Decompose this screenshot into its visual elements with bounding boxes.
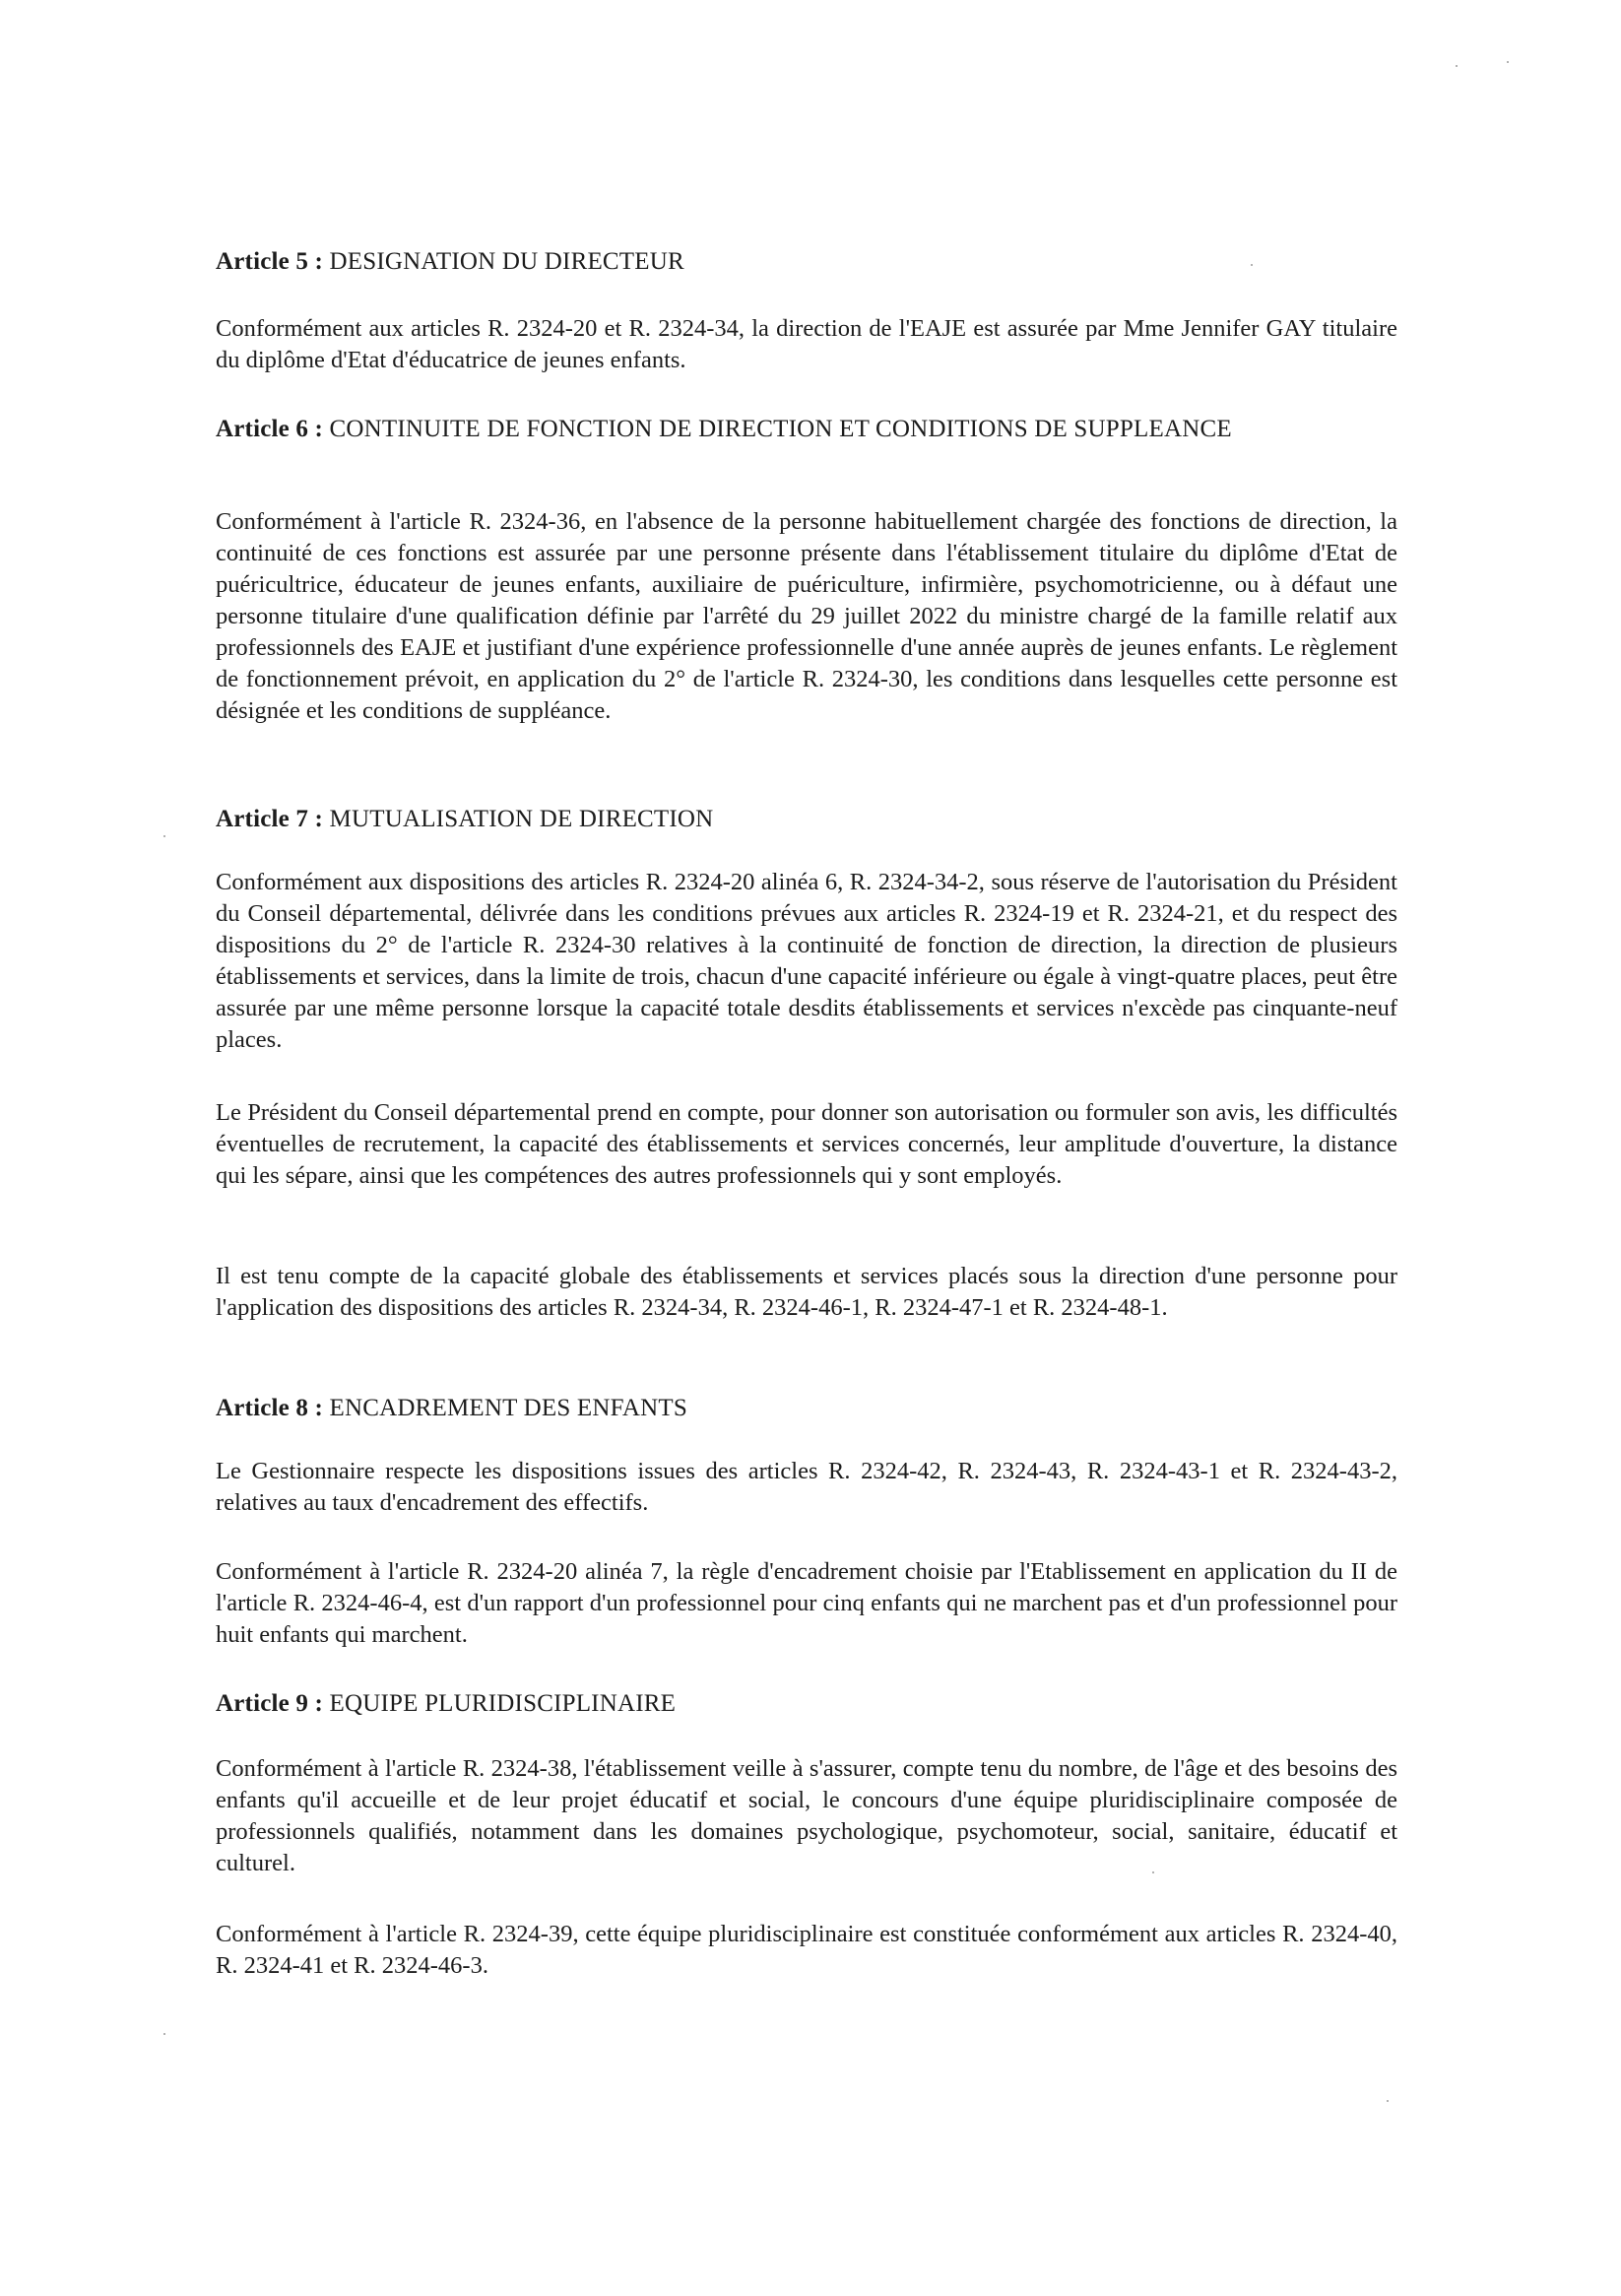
article-heading [216, 414, 1240, 444]
article-5 [216, 246, 1397, 277]
article-8 [216, 1393, 1397, 1423]
document-page [216, 0, 1397, 2296]
article-9 [216, 1688, 1397, 1719]
scan-speck [1152, 1871, 1154, 1873]
article-title: MUTUALISATION DE DIRECTION [329, 806, 714, 832]
article-paragraph: Le Gestionnaire respecte les dispositions issues des articles R. 2324-42, R. 2324-43, R. 2324-43-1 et R. 2324-43-2, relatives au taux d'encadrement des effectifs. [216, 1458, 1397, 1516]
article-heading [216, 1688, 1397, 1719]
article-number: Article 9 : [216, 1690, 324, 1717]
scan-speck [1251, 264, 1253, 266]
scan-speck [1507, 61, 1509, 63]
article-heading [216, 804, 1397, 834]
article-title: EQUIPE PLURIDISCIPLINAIRE [329, 1690, 677, 1717]
article-paragraph: Le Président du Conseil départemental prend en compte, pour donner son autorisation ou formuler son avis, les difficultés éventuelles de recrutement, la capacité des établissements et services concernés, leur amplitude d'ouverture, la distance qui les sépare, ainsi que les compétences des autres professionnels qui y sont employés. [216, 1099, 1397, 1189]
article-number: Article 8 : [216, 1395, 324, 1421]
article-number: Article 5 : [216, 248, 324, 275]
scan-speck [163, 2033, 165, 2035]
article-paragraph: Conformément aux articles R. 2324-20 et R. 2324-34, la direction de l'EAJE est assurée par Mme Jennifer GAY titulaire du diplôme d'Etat d'éducatrice de jeunes enfants. [216, 315, 1397, 373]
article-heading [216, 246, 1397, 277]
article-6 [216, 414, 1397, 444]
article-title: ENCADREMENT DES ENFANTS [329, 1395, 687, 1421]
article-heading [216, 1393, 1397, 1423]
article-title: DESIGNATION DU DIRECTEUR [329, 248, 684, 275]
article-paragraph: Il est tenu compte de la capacité globale des établissements et services placés sous la direction d'une personne pour l'application des dispositions des articles R. 2324-34, R. 2324-46-1, R. 2324-47-1 et R. 2324-48-1. [216, 1263, 1397, 1321]
article-number: Article 7 : [216, 806, 324, 832]
scan-speck [1456, 65, 1458, 67]
article-paragraph: Conformément à l'article R. 2324-20 alinéa 7, la règle d'encadrement choisie par l'Etablissement en application du II de l'article R. 2324-46-4, est d'un rapport d'un professionnel pour cinq enfants qui ne marchent pas et d'un professionnel pour huit enfants qui marchent. [216, 1558, 1397, 1648]
article-paragraph: Conformément à l'article R. 2324-39, cette équipe pluridisciplinaire est constituée conformément aux articles R. 2324-40, R. 2324-41 et R. 2324-46-3. [216, 1921, 1397, 1979]
article-number: Article 6 : [216, 416, 324, 442]
article-paragraph: Conformément aux dispositions des articles R. 2324-20 alinéa 6, R. 2324-34-2, sous réserve de l'autorisation du Président du Conseil départemental, délivrée dans les conditions prévues aux articles R. 2324-19 et R. 2324-21, et du respect des dispositions du 2° de l'article R. 2324-30 relatives à la continuité de fonction de direction, la direction de plusieurs établissements et services, dans la limite de trois, chacun d'une capacité inférieure ou égale à vingt-quatre places, peut être assurée par une même personne lorsque la capacité totale desdits établissements et services n'excède pas cinquante-neuf places. [216, 869, 1397, 1053]
article-paragraph: Conformément à l'article R. 2324-36, en l'absence de la personne habituellement chargée des fonctions de direction, la continuité de ces fonctions est assurée par une personne présente dans l'établissement titulaire du diplôme d'Etat de puéricultrice, éducateur de jeunes enfants, auxiliaire de puériculture, infirmière, psychomotricienne, ou à défaut une personne titulaire d'une qualification définie par l'arrêté du 29 juillet 2022 du ministre chargé de la famille relatif aux professionnels des EAJE et justifiant d'une expérience professionnelle d'une année auprès de jeunes enfants. Le règlement de fonctionnement prévoit, en application du 2° de l'article R. 2324-30, les conditions dans lesquelles cette personne est désignée et les conditions de suppléance. [216, 508, 1397, 724]
scan-speck [1387, 2100, 1389, 2102]
article-title: CONTINUITE DE FONCTION DE DIRECTION ET CONDITIONS DE SUPPLEANCE [329, 416, 1232, 442]
scan-speck [163, 835, 165, 837]
article-7 [216, 804, 1397, 834]
article-paragraph: Conformément à l'article R. 2324-38, l'établissement veille à s'assurer, compte tenu du nombre, de l'âge et des besoins des enfants qu'il accueille et de leur projet éducatif et social, le concours d'une équipe pluridisciplinaire composée de professionnels qualifiés, notamment dans les domaines psychologique, psychomoteur, social, sanitaire, éducatif et culturel. [216, 1755, 1397, 1876]
